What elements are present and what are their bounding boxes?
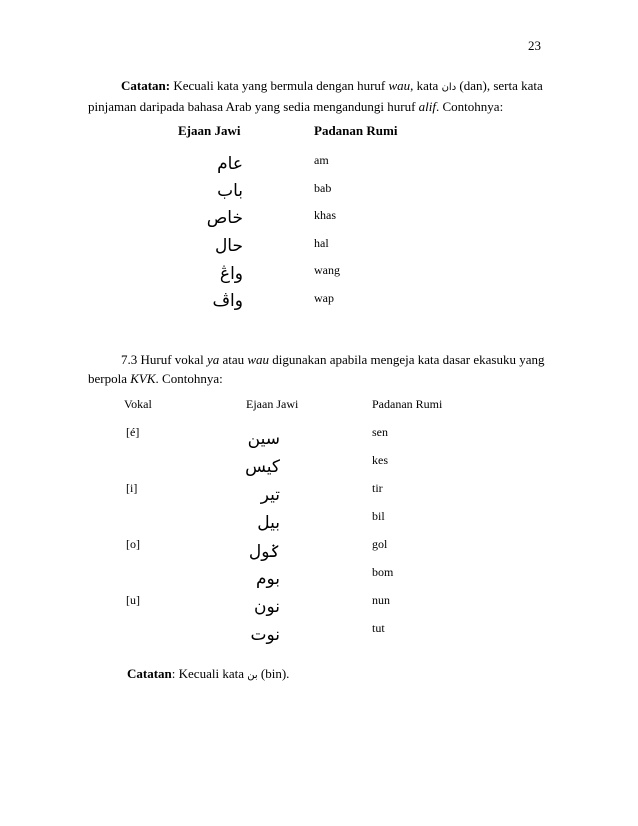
table1-rumi-cell: hal (314, 236, 329, 250)
note-text: . Contohnya: (436, 99, 504, 114)
table1-jawi-cell: واڤ (212, 291, 243, 311)
table1-header-rumi: Padanan Rumi (314, 123, 398, 138)
table1-jawi-cell: باب (217, 181, 243, 201)
section-term-ya: ya (206, 352, 220, 367)
table1-rumi-cell: bab (314, 181, 332, 195)
table2-jawi-cell: بيل (257, 513, 280, 533)
section-term-kvk: KVK (130, 371, 156, 386)
note-text: pinjaman daripada bahasa Arab yang sedia mengandungi huruf (88, 99, 419, 114)
table2-rumi-cell: bom (372, 565, 394, 579)
table2-header-vokal: Vokal (124, 397, 152, 411)
table2-rumi-cell: sen (372, 425, 388, 439)
page-number: 23 (528, 38, 541, 53)
section-text: 7.3 Huruf vokal (121, 352, 207, 367)
note-term-wau: wau (388, 78, 411, 93)
table2-vokal-cell: [o] (126, 537, 140, 551)
table1-jawi-cell: عام (217, 154, 243, 174)
table2-jawi-cell: سين (247, 429, 280, 449)
table2-rumi-cell: tir (372, 481, 383, 495)
note-label: Catatan (127, 666, 172, 681)
section-7-3-paragraph (88, 350, 548, 388)
table1-jawi-cell: واڠ (219, 264, 243, 284)
table2-vokal-cell: [i] (126, 481, 138, 495)
section-text: digunakan apabila mengeja kata dasar ekasuku yang (269, 352, 545, 367)
table1-jawi-cell: خاص (206, 208, 243, 228)
note-1-line-1 (88, 76, 548, 97)
note-text: (bin). (257, 666, 290, 681)
table2-jawi-cell: نوت (250, 625, 280, 645)
note-text: (dan), serta kata (456, 78, 543, 93)
table1-rumi-cell: am (314, 153, 329, 167)
table2-rumi-cell: tut (372, 621, 385, 635)
note-paragraph-2 (127, 666, 289, 682)
table2-jawi-cell: ݢول (248, 542, 280, 562)
table2-header-jawi: Ejaan Jawi (246, 397, 299, 411)
note-1-line-2 (88, 97, 548, 116)
table2-jawi-cell: نون (254, 597, 280, 617)
arabic-word-bin: بن (247, 670, 258, 681)
table2-jawi-cell: تير (260, 485, 280, 505)
table2-rumi-cell: kes (372, 453, 388, 467)
note-label: Catatan: (121, 78, 171, 93)
table1-rumi-cell: wap (314, 291, 334, 305)
arabic-word-dan: دان (441, 82, 457, 93)
table1-jawi-cell: حال (214, 236, 243, 256)
table2-rumi-cell: nun (372, 593, 390, 607)
section-text: atau (219, 352, 248, 367)
note-text: : Kecuali kata (171, 666, 248, 681)
table2-jawi-cell: كيس (245, 457, 280, 477)
table1-header-jawi: Ejaan Jawi (178, 123, 241, 138)
section-text: berpola (88, 371, 131, 386)
table2-vokal-cell: [é] (126, 425, 140, 439)
table2-header-rumi: Padanan Rumi (372, 397, 443, 411)
note-paragraph-1 (88, 76, 548, 116)
section-text: . Contohnya: (155, 371, 223, 386)
table1-rumi-cell: wang (314, 263, 340, 277)
note-text: , kata (410, 78, 442, 93)
table2-vokal-cell: [u] (126, 593, 140, 607)
section-term-wau: wau (247, 352, 270, 367)
table1-rumi-cell: khas (314, 208, 336, 222)
table2-jawi-cell: بوم (255, 569, 280, 589)
note-term-alif: alif (418, 99, 437, 114)
section-line-1 (88, 350, 548, 369)
section-line-2 (88, 369, 548, 388)
table2-rumi-cell: bil (372, 509, 385, 523)
table2-rumi-cell: gol (372, 537, 388, 551)
note-text: Kecuali kata yang bermula dengan huruf (170, 78, 389, 93)
